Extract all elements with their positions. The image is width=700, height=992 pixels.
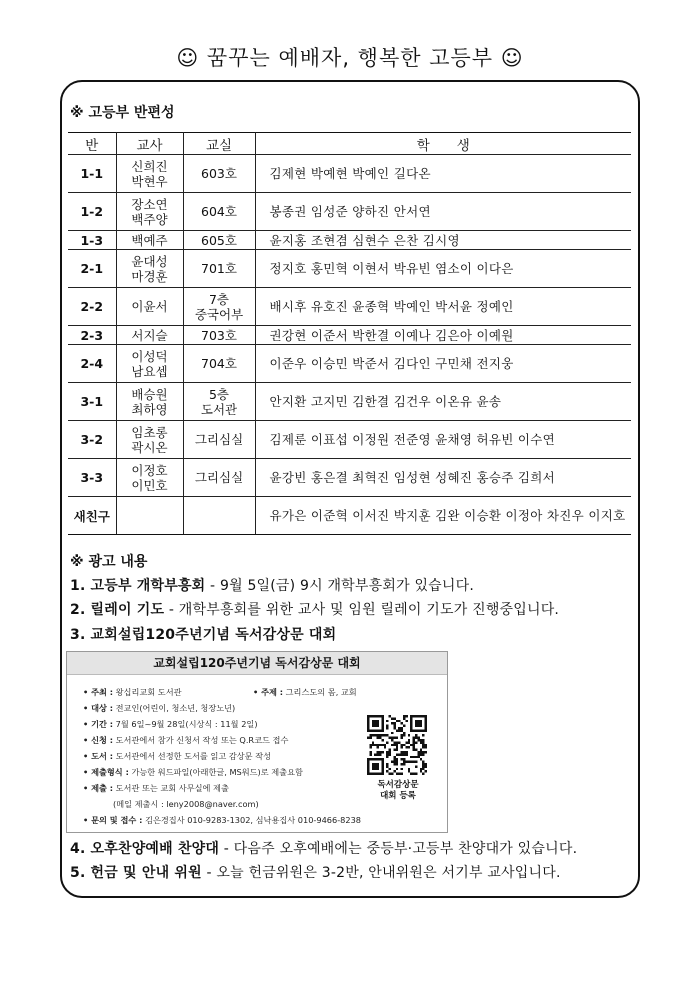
- students-cell: 권강현 이준서 박한결 이예나 김은아 이예원: [255, 326, 631, 345]
- students-cell: 윤지홍 조현겸 심현수 은찬 김시영: [255, 231, 631, 250]
- room-cell: 5층 도서관: [183, 383, 255, 421]
- ad-item-text: - 개학부흥회를 위한 교사 및 임원 릴레이 기도가 진행중입니다.: [164, 602, 560, 618]
- room-cell: [183, 497, 255, 535]
- table-row: [68, 345, 631, 383]
- room-cell: 605호: [183, 231, 255, 250]
- ad-item-2: [70, 599, 559, 619]
- teacher-cell: 장소연 백주양: [116, 193, 183, 231]
- students-cell: 윤강빈 홍은결 최혁진 임성현 성혜진 홍승주 김희서: [255, 459, 631, 497]
- ad-item-lead: 4. 오후찬양예배 찬양대: [70, 841, 220, 857]
- teacher-cell: 이정호 이민호: [116, 459, 183, 497]
- table-row: [68, 155, 631, 193]
- class-cell: 새친구: [68, 497, 116, 535]
- poster-contact: • 문의 및 접수 : 김은경집사 010-9283-1302, 심낙용집사 010-9466-8238: [83, 815, 361, 825]
- ads-heading: ※ 광고 내용: [70, 554, 148, 570]
- ad-item-text: - 다음주 오후예배에는 중등부·고등부 찬양대가 있습니다.: [219, 841, 578, 857]
- teacher-cell: 이윤서: [116, 288, 183, 326]
- teacher-cell: 이성덕 남요셉: [116, 345, 183, 383]
- ad-item-lead: 5. 헌금 및 안내 위원: [70, 865, 202, 881]
- students-cell: 김제룬 이표섭 이정원 전준영 윤채영 허유빈 이수연: [255, 421, 631, 459]
- ad-item-text: - 9월 5일(금) 9시 개학부흥회가 있습니다.: [205, 578, 474, 594]
- students-cell: 봉종권 임성준 양하진 안서연: [255, 193, 631, 231]
- students-cell: 정지호 홍민혁 이현서 박유빈 염소이 이다은: [255, 250, 631, 288]
- table-row: [68, 193, 631, 231]
- poster-period: • 기간 : 7월 6일~9월 28일(시상식 : 11월 2일): [83, 719, 258, 729]
- class-cell: 1-3: [68, 231, 116, 250]
- header-students: 학 생: [255, 133, 631, 155]
- room-cell: 703호: [183, 326, 255, 345]
- teacher-cell: [116, 497, 183, 535]
- class-roster-table: [68, 132, 631, 535]
- teacher-cell: 임초롱 곽시온: [116, 421, 183, 459]
- poster-theme: • 주제 : 그리스도의 몸, 교회: [253, 687, 357, 697]
- poster-title: 교회설립120주년기념 독서감상문 대회: [67, 652, 447, 675]
- room-cell: 604호: [183, 193, 255, 231]
- qr-code-icon[interactable]: [367, 715, 427, 775]
- room-cell: 7층 중국어부: [183, 288, 255, 326]
- room-cell: 그리심실: [183, 459, 255, 497]
- teacher-cell: 배승원 최하영: [116, 383, 183, 421]
- table-row: [68, 250, 631, 288]
- ad-item-lead: 3. 교회설립120주년기념 독서감상문 대회: [70, 627, 337, 643]
- ad-item-4: [70, 838, 577, 858]
- room-cell: 그리심실: [183, 421, 255, 459]
- poster-target: • 대상 : 전교인(어린이, 청소년, 청장노년): [83, 703, 236, 713]
- ad-item-3: [70, 624, 336, 644]
- poster-format: • 제출형식 : 가능한 워드파일(아래한글, MS워드)로 제출요함: [83, 767, 303, 777]
- class-cell: 2-3: [68, 326, 116, 345]
- poster-apply: • 신청 : 도서관에서 참가 신청서 작성 또는 Q.R코드 접수: [83, 735, 289, 745]
- room-cell: 704호: [183, 345, 255, 383]
- essay-contest-poster: [66, 651, 448, 833]
- ad-item-5: [70, 862, 561, 882]
- ad-item-1: [70, 575, 474, 595]
- teacher-cell: 윤대성 마경훈: [116, 250, 183, 288]
- students-cell: 배시후 유호진 윤종혁 박예인 박서윤 정예인: [255, 288, 631, 326]
- class-cell: 3-3: [68, 459, 116, 497]
- table-row: [68, 383, 631, 421]
- class-cell: 2-1: [68, 250, 116, 288]
- ad-item-lead: 1. 고등부 개학부흥회: [70, 578, 206, 594]
- table-header-row: [68, 133, 631, 155]
- table-row: [68, 231, 631, 250]
- table-row: [68, 497, 631, 535]
- poster-host: • 주최 : 왕십리교회 도서관: [83, 687, 182, 697]
- class-cell: 3-1: [68, 383, 116, 421]
- room-cell: 603호: [183, 155, 255, 193]
- teacher-cell: 서지슬: [116, 326, 183, 345]
- qr-caption: 독서감상문 대회 등록: [377, 780, 419, 801]
- class-cell: 2-4: [68, 345, 116, 383]
- ad-item-lead: 2. 릴레이 기도: [70, 602, 165, 618]
- class-cell: 3-2: [68, 421, 116, 459]
- teacher-cell: 백예주: [116, 231, 183, 250]
- students-cell: 김제현 박예현 박예인 길다온: [255, 155, 631, 193]
- table-row: [68, 459, 631, 497]
- teacher-cell: 신희진 박현우: [116, 155, 183, 193]
- students-cell: 이준우 이승민 박준서 김다인 구민채 전지웅: [255, 345, 631, 383]
- roster-heading: ※ 고등부 반편성: [70, 105, 175, 121]
- class-cell: 2-2: [68, 288, 116, 326]
- poster-submit: • 제출 : 도서관 또는 교회 사무실에 제출: [83, 783, 229, 793]
- class-cell: 1-1: [68, 155, 116, 193]
- page-title: ☺ 꿈꾸는 예배자, 행복한 고등부 ☺: [176, 46, 524, 70]
- ad-item-text: - 오늘 헌금위원은 3-2반, 안내위원은 서기부 교사입니다.: [201, 865, 561, 881]
- poster-book: • 도서 : 도서관에서 선정한 도서를 읽고 감상문 작성: [83, 751, 272, 761]
- class-cell: 1-2: [68, 193, 116, 231]
- header-room: 교실: [183, 133, 255, 155]
- header-class: 반: [68, 133, 116, 155]
- poster-email: (메일 제출시 : leny2008@naver.com): [113, 799, 259, 809]
- room-cell: 701호: [183, 250, 255, 288]
- table-row: [68, 288, 631, 326]
- students-cell: 유가은 이준혁 이서진 박지훈 김완 이승환 이정아 차진우 이지호: [255, 497, 631, 535]
- students-cell: 안지환 고지민 김한결 김건우 이온유 윤송: [255, 383, 631, 421]
- table-row: [68, 421, 631, 459]
- header-teacher: 교사: [116, 133, 183, 155]
- table-row: [68, 326, 631, 345]
